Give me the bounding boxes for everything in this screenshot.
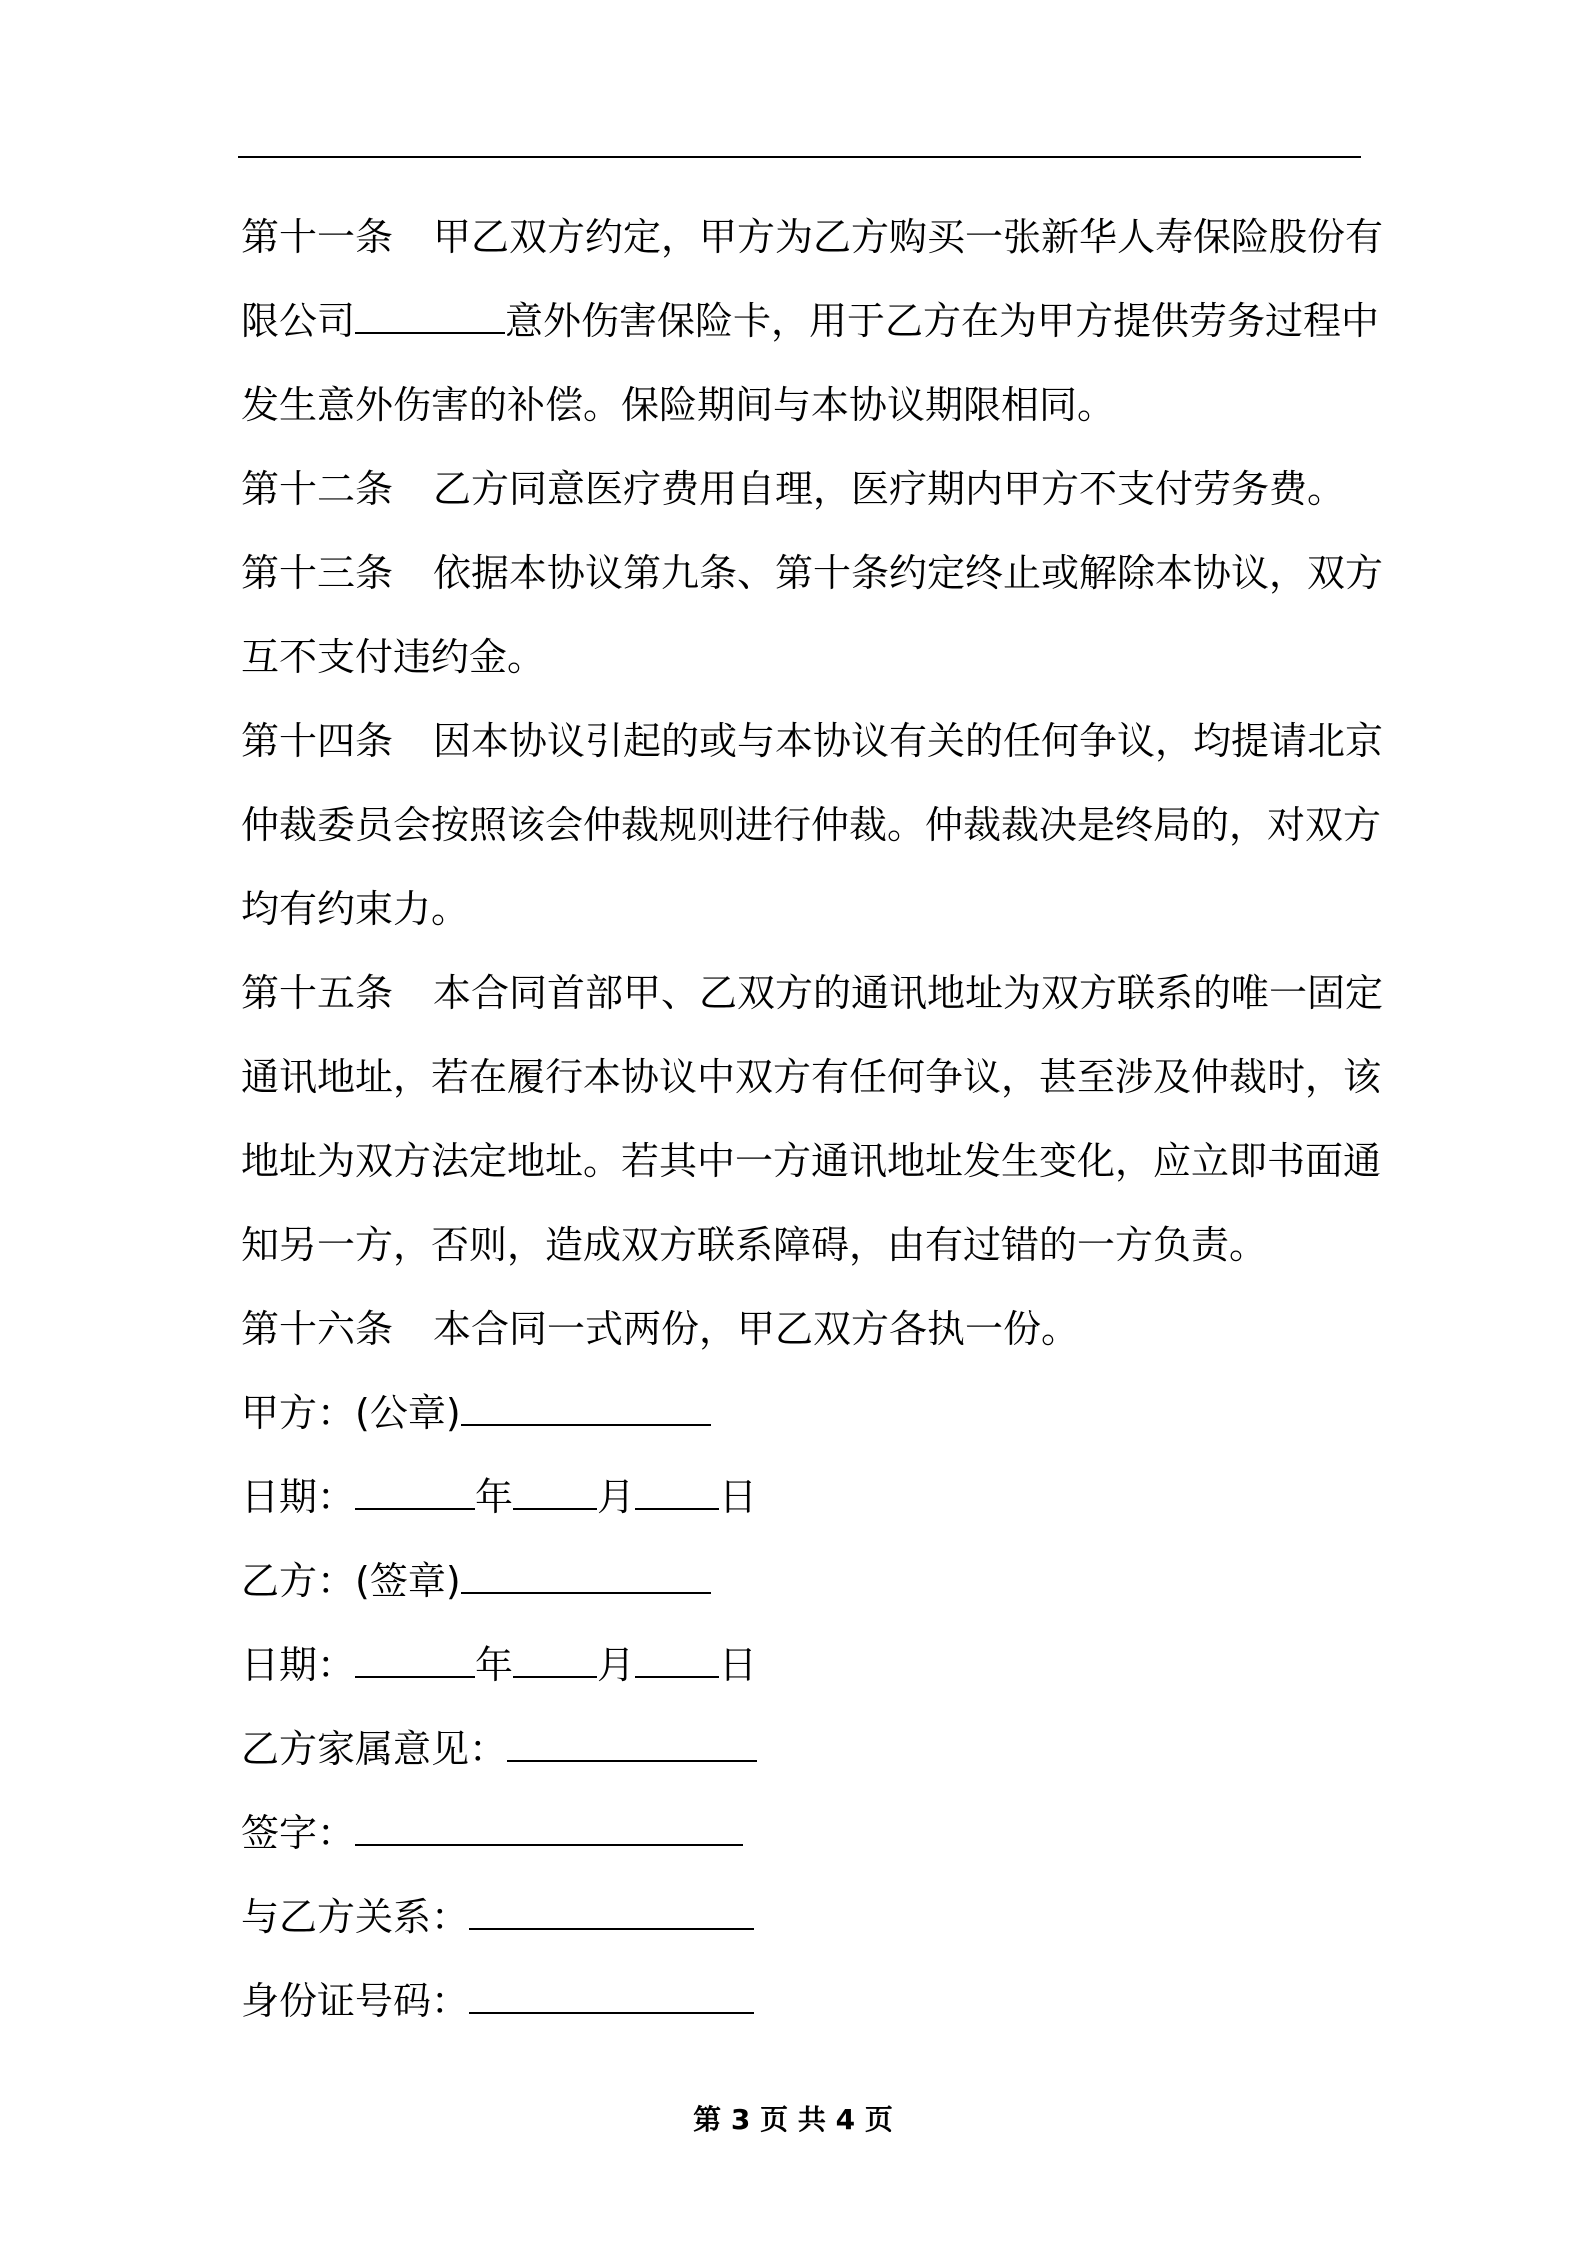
page-footer: 第 3 页 共 4 页 xyxy=(693,2103,893,2136)
id-number: 身份证号码： xyxy=(241,1959,1366,2043)
clause-11-label: 第十一条 xyxy=(241,215,394,259)
id-number-blank xyxy=(469,1982,754,2014)
relation-blank xyxy=(469,1898,754,1930)
month-blank xyxy=(513,1646,597,1678)
clause-12-line-1: 第十二条 乙方同意医疗费用自理，医疗期内甲方不支付劳务费。 xyxy=(241,467,1346,511)
year-blank xyxy=(355,1478,475,1510)
clause-14-line-1: 第十四条 因本协议引起的或与本协议有关的任何争议，均提请北京 xyxy=(241,719,1384,763)
year-blank xyxy=(355,1646,475,1678)
relation: 与乙方关系： xyxy=(241,1875,1366,1959)
day-blank xyxy=(635,1646,719,1678)
clause-13-label: 第十三条 xyxy=(241,551,394,595)
party-b-date: 日期： 年 月 日 xyxy=(241,1643,758,1687)
clause-11-line-2: 限公司 意外伤害保险卡，用于乙方在为甲方提供劳务过程中 xyxy=(241,299,1380,343)
clause-12-label: 第十二条 xyxy=(241,467,394,511)
clause-16-label: 第十六条 xyxy=(241,1307,394,1351)
clause-15-line-3: 地址为双方法定地址。若其中一方通讯地址发生变化，应立即书面通 xyxy=(241,1139,1382,1183)
party-b-seal-blank xyxy=(461,1562,711,1594)
family-signature: 签字： xyxy=(241,1791,1366,1875)
clause-15-line-4: 知另一方，否则，造成双方联系障碍，由有过错的一方负责。 xyxy=(241,1223,1268,1267)
header-rule xyxy=(238,156,1361,158)
clause-15-label: 第十五条 xyxy=(241,971,394,1015)
month-blank xyxy=(513,1478,597,1510)
signature-blank xyxy=(355,1814,743,1846)
party-b-seal: 乙方：(签章) xyxy=(241,1539,1366,1623)
family-opinion-blank xyxy=(507,1730,757,1762)
clause-14-line-3: 均有约束力。 xyxy=(241,887,470,931)
day-blank xyxy=(635,1478,719,1510)
party-a-seal: 甲方：(公章) xyxy=(241,1371,1366,1455)
clause-11-line-3: 发生意外伤害的补偿。保险期间与本协议期限相同。 xyxy=(241,383,1116,427)
clause-13-line-2: 互不支付违约金。 xyxy=(241,635,546,679)
party-a-seal-blank xyxy=(461,1394,711,1426)
clause-15-line-2: 通讯地址，若在履行本协议中双方有任何争议，甚至涉及仲裁时，该 xyxy=(241,1055,1382,1099)
insurance-name-blank xyxy=(355,302,505,334)
clause-11-line-1: 第十一条 甲乙双方约定，甲方为乙方购买一张新华人寿保险股份有 xyxy=(241,215,1384,259)
clause-16-line-1: 第十六条 本合同一式两份，甲乙双方各执一份。 xyxy=(241,1307,1080,1351)
contract-body xyxy=(241,195,1384,2043)
clause-14-line-2: 仲裁委员会按照该会仲裁规则进行仲裁。仲裁裁决是终局的，对双方 xyxy=(241,803,1382,847)
clause-13-line-1: 第十三条 依据本协议第九条、第十条约定终止或解除本协议，双方 xyxy=(241,551,1384,595)
family-opinion: 乙方家属意见： xyxy=(241,1707,1366,1791)
clause-15-line-1: 第十五条 本合同首部甲、乙双方的通讯地址为双方联系的唯一固定 xyxy=(241,971,1384,1015)
clause-14-label: 第十四条 xyxy=(241,719,394,763)
party-a-date: 日期： 年 月 日 xyxy=(241,1475,758,1519)
